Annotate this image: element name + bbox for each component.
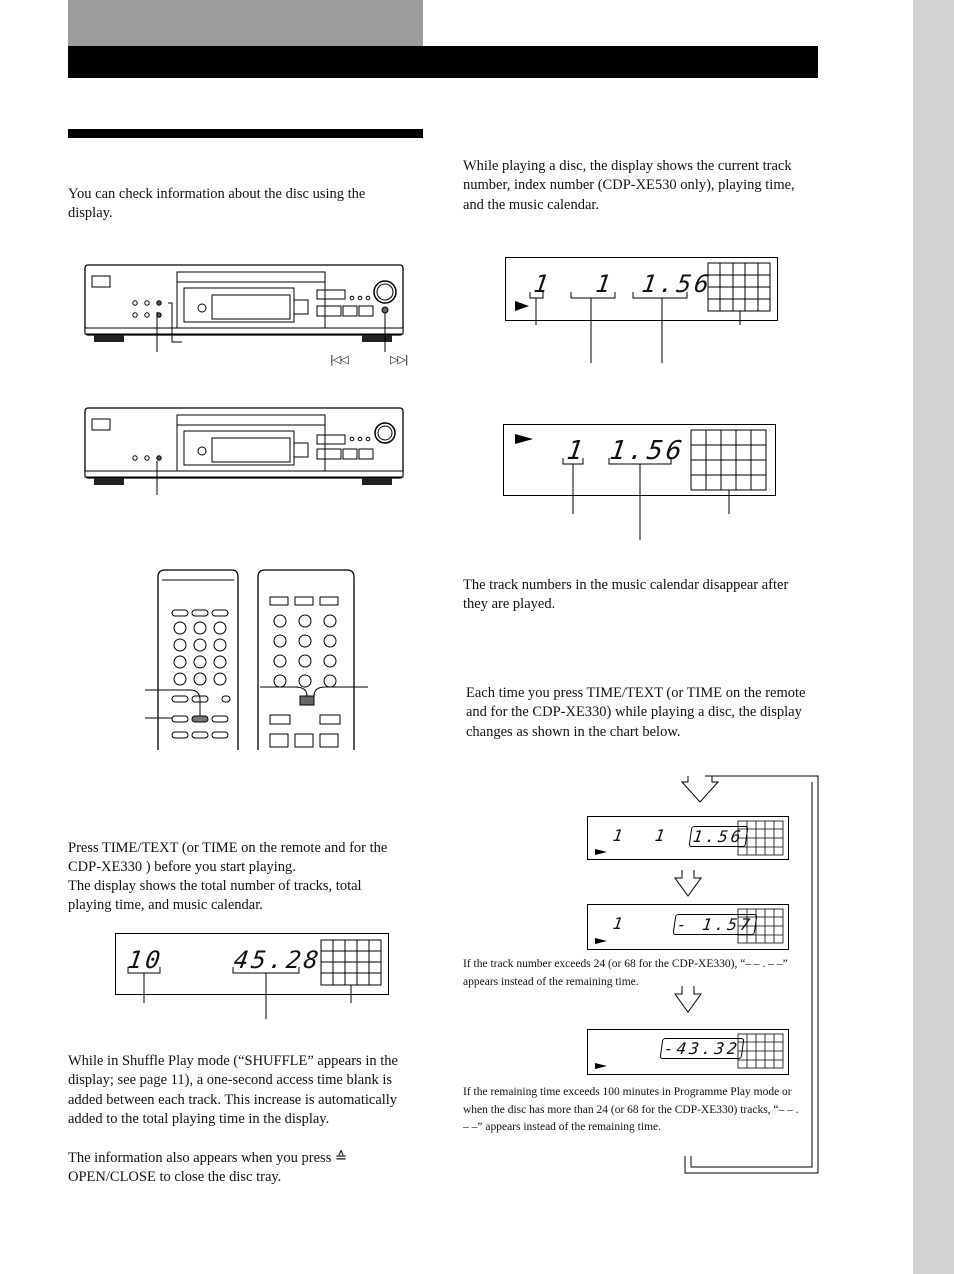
xe530-time-readout: 1.56 [640,270,714,298]
cycle-1-graphics [587,816,787,860]
cycle-1-time-readout: 1.56 [689,826,748,847]
play-indicator-icon [515,434,533,444]
cycle-2-time-readout: - 1.57 [673,914,758,935]
playing-paragraph: While playing a disc, the display shows the current track number, index number (CDP-XE530 only), playing time, and the music calendar. [463,158,795,213]
total-display-calendar-and-callouts [115,933,395,1023]
xe330-track-readout: 1 [564,436,588,466]
play-indicator-icon [515,301,529,311]
total-tracks-readout: 10 [126,946,165,974]
prev-button-label: |◁◁ [330,353,348,366]
xe330-display-graphics [503,424,783,549]
play-indicator-icon [595,849,607,855]
shuffle-paragraph: While in Shuffle Play mode (“SHUFFLE” appears in the display; see page 11), a one-second access time blank is added between each track. This increase is automatically added to the total playing time in the display. [68,1053,398,1127]
play-indicator-icon [595,1063,607,1069]
next-button-label: ▷▷| [390,353,408,366]
before-play-paragraph-2: The display shows the total number of tracks, total playing time, and music calendar. [68,878,362,914]
xe330-time-readout: 1.56 [607,436,687,466]
track-exceeds-note: If the track number exceeds 24 (or 68 for the CDP-XE330), “– – . – –” appears instead of the remaining time. [463,958,788,988]
before-play-paragraph-1: Press TIME/TEXT (or TIME on the remote and for the CDP-XE330 ) before you start playing. [68,840,388,876]
section-rule [68,129,423,138]
xe530-index-readout: 1 [594,270,616,298]
right-margin-strip [913,0,954,1274]
total-time-readout: 45.28 [232,946,324,974]
cd-player-xe330-illustration [80,403,420,513]
cycle-1-track-readout: 1 [611,826,627,845]
xe530-display-graphics [505,257,785,367]
header-black-bar [68,46,818,78]
header-gray-tab [68,0,423,46]
remaining-exceeds-note: If the remaining time exceeds 100 minutes in Programme Play mode or when the disc has more than 24 (or 68 for the CDP-XE330) tracks, “– – . – –” appears instead of the remaining time. [463,1086,799,1133]
time-text-paragraph: Each time you press TIME/TEXT (or TIME on the remote and for the CDP-XE330) while playing a disc, the display changes as shown in the chart below. [466,685,806,740]
intro-paragraph: You can check information about the disc using the display. [68,186,366,222]
cycle-2-graphics [587,904,787,950]
open-close-paragraph: The information also appears when you press ≙ OPEN/CLOSE to close the disc tray. [68,1150,348,1186]
cycle-1-index-readout: 1 [653,826,669,845]
cd-player-xe530-illustration [80,260,420,370]
calendar-note-paragraph: The track numbers in the music calendar disappear after they are played. [463,577,789,613]
xe530-track-readout: 1 [532,270,554,298]
cycle-2-track-readout: 1 [611,914,627,933]
remote-controls-illustration [140,565,380,755]
cycle-3-time-readout: -43.32 [660,1038,745,1059]
play-indicator-icon [595,938,607,944]
cycle-3-graphics [587,1029,787,1075]
